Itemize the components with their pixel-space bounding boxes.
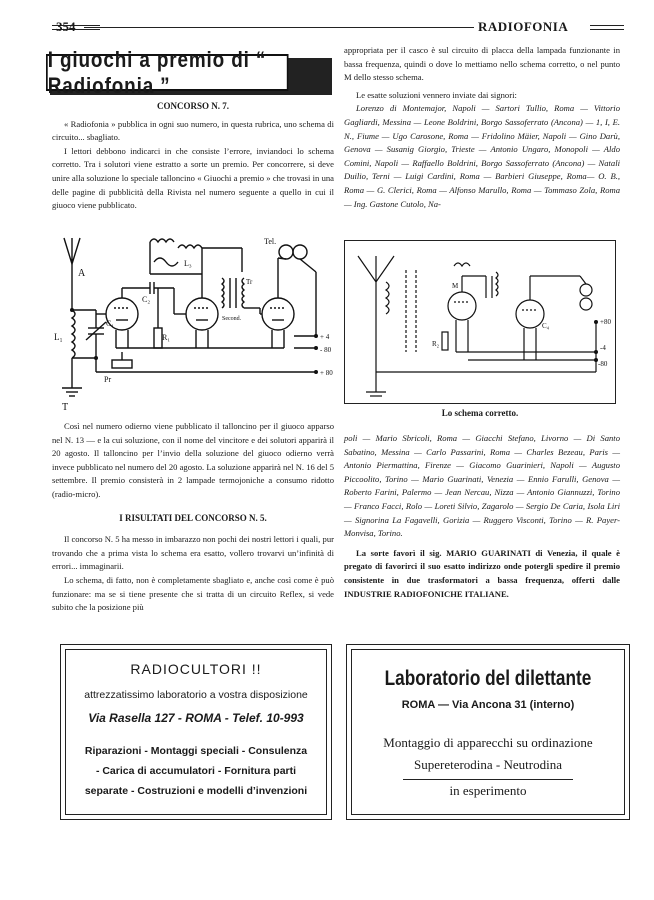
solvers-list-b: poli — Mario Sbricoli, Roma — Giacchi Stefano, Livorno — Di Santo Sabatino, Messina — Carlo Passarini, Roma — Charles Bezeau, Paris — Antonio Piermattina, Firenze — Giacomo Guarinieri, Napoli — Augusto Piccoolito, Torino — Mario Guarinati, Venezia — Ennio Farulli, Genova — Roberto Farini, Palermo — Jean Nercau, Nizza — Antonio Giannuzzi, Torino — Franco Facci, Rolo — Loreti Silvio, Zagarolo — Sergio De Caria, Isola Liri — Signorina La Fagavelli, Gorizia — Ruggero Visconti, Torino — R. Payer-Monvisa, Torino. [344,433,620,539]
label-trans: Tr [246,278,253,286]
corr-label-m: M [452,282,459,290]
label-c2: C₂ [142,295,151,304]
ad-right-line1: Montaggio di apparecchi su ordinazione [383,735,593,750]
corr-label-p80: +80 [600,318,611,326]
header-rule-center [84,27,474,28]
right-column-top [344,44,620,211]
contest-schematic [54,212,336,414]
label-term1: + 4 [320,333,330,341]
results-paragraph-2: Lo schema, di fatto, non è completamente sbagliato e, anche così come è può funzionare: ma se si tiene presente che si tratta di un circuito Reflex, si vede subito che la posizione più [52,574,334,613]
corr-label-m4: -4 [600,344,606,352]
label-r1: R₁ [162,333,171,342]
banner-title: I giuochi a premio di “ Radiofonia ” [47,46,267,98]
ad-right-divider [403,779,573,780]
ad-left-service2: - Carica di accumulatori - Fornitura parti [95,765,297,777]
label-ground: T [62,402,69,413]
label-term2: - 80 [320,346,332,354]
after-paragraph: Così nel numero odierno viene pubblicato il talloncino per il giuoco apparso nel N. 13 — e la cui soluzione, con il nome del vincitore e dei solutori apparirà il 20 agosto. Il talloncino per l’invio della soluzione del giuoco odierno verrà invece pubblicato nel numero del 20 agosto. La soluzione apparirà nel N. 16 del 5 settembre. Il premio consisterà in 2 lampade termojoniche a consumo ridotto (radio-micro). [52,421,334,499]
ad-right-line3: in esperimento [449,783,527,798]
ad-left [65,649,327,815]
corr-label-c4: C₄ [542,322,550,330]
ad-left-line1: attrezzatissimo laboratorio a vostra disposizione [84,689,308,701]
magazine-title: RADIOFONIA [478,19,569,34]
results-heading: I RISULTATI DEL CONCORSO N. 5. [119,512,267,523]
corr-label-r2: R₂ [432,340,440,348]
results-paragraph-1: Il concorso N. 5 ha messo in imbarazzo non pochi dei nostri lettori i quali, pur trovando che a prima vista lo schema era esatto, vollero trovarvi un’infinità di errori... immaginarii. [52,534,334,572]
ad-right-address: ROMA — Via Ancona 31 (interno) [401,699,575,711]
left-column-top [52,100,334,213]
right-column-bottom [344,432,620,601]
ad-left-address: Via Rasella 127 - ROMA - Telef. 10-993 [88,711,304,725]
schematic-caption: Lo schema corretto. [441,408,519,418]
page-number: 354 [56,19,76,34]
label-l1: L₁ [54,332,63,342]
ad-right-line2: Supereterodina - Neutrodina [413,757,562,772]
solvers-list-a: Lorenzo di Montemajor, Napoli — Sartori Tullio, Roma — Vittorio Gagliardi, Messina — Leone Boldrini, Borgo Sassoferrato (Ancona) — 1, I, E. N., Fiume — Ugo Carosone, Roma — Fridolino Mäier, Napoli — Gino Darù, Genova — Susanig Giorgio, Trieste — Antonio Ungaro, Monopoli — Aldo Comini, Napoli — Raffaello Boldrini, Borgo Sassoferrato (Ancona) — Natali Duilio, Terni — Luigi Cardini, Roma — Barbieri Giuseppe, Roma— O. B., Roma — G. Clerici, Roma — Alfonso Marullo, Roma — Tommaso Zola, Roma — Ing. Gastone Cutolo, Na- [344,103,620,209]
header-rule-right-2 [590,29,624,30]
label-pr: Pr [104,375,112,384]
ad-left-service1: Riparazioni - Montaggi speciali - Consulenza [84,745,308,757]
corrected-schematic [346,242,614,402]
ad-left-title: RADIOCULTORI !! [130,661,262,677]
solvers-intro: Le esatte soluzioni vennero inviate dai signori: [356,89,517,100]
section-banner [46,46,289,98]
ad-left-service3: separate - Costruzioni e modelli d’invenzioni [84,785,308,797]
continue-paragraph: appropriata per il casco è sul circuito di placca della lampada funzionante in bassa frequenza, quindi o dove lo mettiamo nello schema corretto, o nel punto M dello stesso schema. [344,45,620,83]
intro-paragraph-2: I lettori debbono indicarci in che consiste l’errore, inviandoci lo schema corretto. Tra i solutori viene estratto a sorte un premio. Per concorrere, si deve unire alla soluzione lo speciale talloncino « Giuochi a premio » che trovasi in una delle pagine di pubblicità della Rivista nel numero seguente a quello in cui il giuoco viene pubblicato. [52,145,334,211]
label-tel: Tel. [264,237,277,246]
left-column-bottom [52,420,334,615]
label-term3: + 80 [320,369,333,377]
label-c1: C₁ [106,319,115,328]
contest-heading: CONCORSO N. 7. [156,101,229,111]
ad-right-title: Laboratorio del dilettante [384,667,592,690]
corr-label-m80: -80 [598,360,608,368]
label-second: Second. [222,316,242,322]
ad-right [351,649,625,815]
intro-paragraph-1: « Radiofonia » pubblica in ogni suo numero, in questa rubrica, uno schema di circuito... sbagliato. [52,118,334,143]
label-antenna: A [78,268,86,279]
header-rule-right [590,25,624,26]
winner-paragraph: La sorte favorì il sig. MARIO GUARINATI di Venezia, il quale è pregato di favorirci il suo esatto indirizzo onde potergli spedire il premio consistente in due trasformatori a bassa frequenza, offerti dalle INDUSTRIE RADIOFONICHE ITALIANE. [344,547,620,599]
label-l3: L₃ [184,259,192,268]
